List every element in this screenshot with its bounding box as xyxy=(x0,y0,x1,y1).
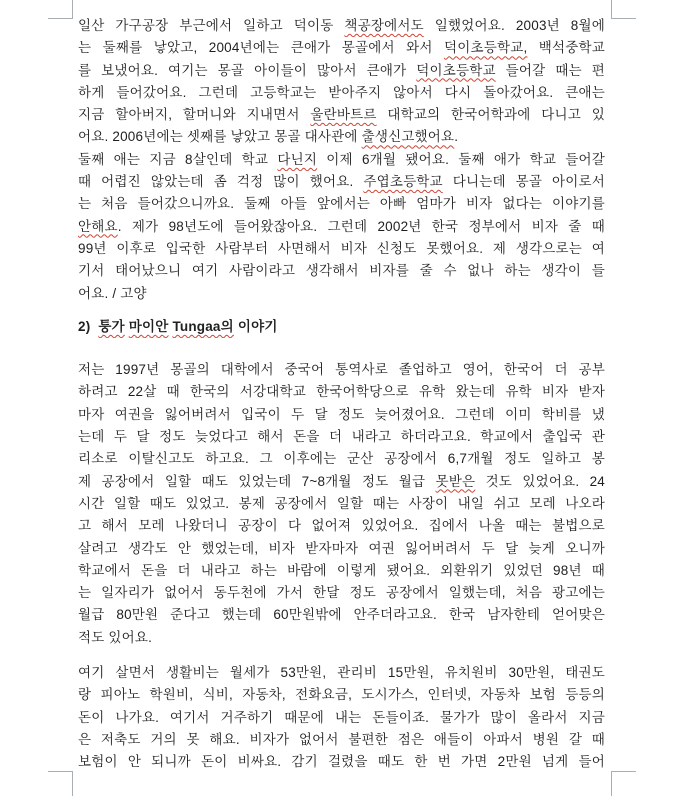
text-line xyxy=(78,60,605,82)
section-heading xyxy=(78,316,605,338)
text-run: 는 일자리가 없어서 동두천에 가서 한달 정도 공장에서 일했는데, 처음 광고에는 xyxy=(78,585,605,601)
text-run: 마자 여권을 잃어버려서 입국이 두 달 정도 늦어졌어요. 그런데 이미 학비를 냈 xyxy=(78,406,605,422)
text-run: 둘째 애는 지금 8살인데 학교 xyxy=(78,151,278,167)
text-line xyxy=(78,493,605,515)
text-run: . xyxy=(454,129,459,145)
text-run: 어요. 2006년에는 셋째를 낳았고 몽골 대사관에 xyxy=(78,129,362,145)
text-line xyxy=(78,104,605,126)
text-line xyxy=(78,193,605,215)
text-line xyxy=(78,662,605,684)
text-run: 하게 들어갔어요. 그런데 고등학교는 받아주지 않아서 다시 돌아갔어요. 큰애는 xyxy=(78,84,605,100)
text-run: 월급 80만원 준다고 했는데 60만원밖에 안주더라고요. 한국 남자한테 얻어맞은 xyxy=(78,607,605,623)
text-line xyxy=(78,126,605,148)
text-line xyxy=(78,560,605,582)
text-line xyxy=(78,216,605,238)
crop-mark-top-right xyxy=(611,0,636,19)
text-run: 어요. / 고양 xyxy=(78,285,147,301)
text-line xyxy=(78,627,605,649)
text-line xyxy=(78,426,605,448)
crop-mark-top-left xyxy=(48,0,73,19)
text-run: 학교에서 돈을 더 내라고 하는 바람에 이렇게 됐어요. 외환위기 있었던 98년 때 xyxy=(78,562,605,578)
text-run: 기서 태어났으니 여기 사람이라고 생각해서 비자를 줄 수 없나 하는 생각이 들 xyxy=(78,263,605,279)
text-line xyxy=(78,82,605,104)
text-run: 이제 6개월 됐어요. 둘째 애가 학교 들어갈 xyxy=(317,151,605,167)
text-line xyxy=(78,15,605,37)
text-run: 는 처음 들어갔으니까요. 둘째 아들 앞에서는 아빠 엄마가 비자 없다는 이야기를 xyxy=(78,196,605,212)
text-run: 는데 두 달 정도 늦었다고 해서 돈을 더 내라고 하더라고요. 학교에서 출입국 관 xyxy=(78,429,605,445)
text-run: 하려고 22살 때 한국의 서강대학교 한국어학당으로 유학 왔는데 유학 비자 받자 xyxy=(78,384,605,400)
text-line xyxy=(78,149,605,171)
text-run: 살려고 생각도 안 했었는데, 비자 받자마자 여권 잃어버려서 두 달 늦게 오니까 xyxy=(78,540,605,556)
document-text-area[interactable] xyxy=(78,15,605,774)
paragraph xyxy=(78,149,605,305)
text-line xyxy=(78,582,605,604)
text-run: 다니는데 몽골 아이로서 xyxy=(442,174,605,190)
paragraph xyxy=(78,662,605,773)
text-line xyxy=(78,707,605,729)
misspelled-word: 다닌지 xyxy=(277,151,318,167)
misspelled-word: 마이안 xyxy=(128,318,169,334)
text-run: 2) xyxy=(78,318,99,334)
text-line xyxy=(78,381,605,403)
text-run: 일산 가구공장 부근에서 일하고 덕이동 xyxy=(78,18,345,33)
misspelled-word: 퉁가 xyxy=(98,318,125,334)
text-run: 제 공장에서 일할 때도 있었는데 7~8개월 정도 월급 xyxy=(78,473,436,489)
misspelled-word: 덕이초등학교 xyxy=(416,62,496,78)
text-run: 이야기 xyxy=(233,318,278,334)
text-line xyxy=(78,260,605,282)
text-line xyxy=(78,684,605,706)
misspelled-word: 주엽초등학교 xyxy=(363,174,443,190)
text-run: 들어갈 때는 편 xyxy=(495,62,605,78)
misspelled-word: 울란바트르 xyxy=(310,107,377,123)
misspelled-word: 못받은 xyxy=(435,473,476,489)
text-line xyxy=(78,37,605,59)
paragraph xyxy=(78,15,605,149)
text-run: 고 해서 모레 나왔더니 공장이 다 없어져 있었어요. 집에서 나올 때는 불법으로 xyxy=(78,518,605,534)
text-line xyxy=(78,238,605,260)
text-run: 는 둘째를 낳았고, 2004년에는 큰애가 몽골에서 와서 xyxy=(78,40,444,56)
misspelled-word: 안해요 xyxy=(78,218,118,234)
text-line xyxy=(78,471,605,493)
text-line xyxy=(78,448,605,470)
text-line xyxy=(78,515,605,537)
text-run: 백석중학교 xyxy=(527,40,605,56)
text-run: 시간 일할 때도 있었고. 봉제 공장에서 일할 때는 사장이 내일 쉬고 모레 나오라 xyxy=(78,495,605,511)
text-run: 를 보냈어요. 여기는 몽골 아이들이 많아서 큰애가 xyxy=(78,62,417,78)
text-run: 때 어렵진 않았는데 좀 걱정 많이 했어요. xyxy=(78,174,364,190)
text-line xyxy=(78,538,605,560)
text-run: . 제가 98년도에 들어왔잖아요. 그런데 2002년 한국 정부에서 비자 줄 때 xyxy=(117,218,605,234)
text-line xyxy=(78,604,605,626)
text-run: 대학교의 한국어학과에 다니고 있 xyxy=(376,107,605,123)
text-run: 99년 이후로 입국한 사람부터 사면해서 비자 신청도 못했어요. 제 생각으로는 여 xyxy=(78,240,605,256)
text-run: 저는 1997년 몽골의 대학에서 중국어 통역사로 졸업하고 영어, 한국어 더 공부 xyxy=(78,362,605,378)
text-line xyxy=(78,729,605,751)
text-run: 일했었어요. 2003년 8월에 xyxy=(423,18,605,33)
text-line xyxy=(78,359,605,381)
crop-mark-bottom-left xyxy=(48,771,73,796)
text-line xyxy=(78,283,605,305)
text-run: 것도 있었어요. 24 xyxy=(475,473,605,489)
text-line xyxy=(78,751,605,773)
misspelled-word: 덕이초등학교, xyxy=(444,40,528,56)
text-run: 리소로 이탈신고도 하고요. 그 이후에는 군산 공장에서 6,7개월 정도 일하고 봉 xyxy=(78,451,605,467)
text-run: 보험이 안 되니까 돈이 비싸요. 감기 걸렸을 때도 한 번 가면 2만원 넘게 들어 xyxy=(78,754,605,770)
text-run: 지금 할아버지, 할머니와 지내면서 xyxy=(78,107,311,123)
text-run: 적도 있어요. xyxy=(78,629,153,645)
misspelled-word: Tungaa의 xyxy=(172,318,234,334)
paragraph xyxy=(78,359,605,649)
crop-mark-bottom-right xyxy=(611,771,636,796)
text-run: 여기 살면서 생활비는 월세가 53만원, 관리비 15만원, 유치원비 30만원, 태권도 xyxy=(78,665,605,681)
text-line xyxy=(78,316,605,338)
text-run: 은 저축도 거의 못 해요. 비자가 없어서 불편한 점은 애들이 아파서 병원 갈 때 xyxy=(78,731,605,747)
misspelled-word: 책공장에서도 xyxy=(344,18,424,33)
text-run: 랑 피아노 학원비, 식비, 자동차, 전화요금, 도시가스, 인터넷, 자동차 보험 등등의 xyxy=(78,687,605,703)
text-line xyxy=(78,404,605,426)
misspelled-word: 출생신고했어요 xyxy=(361,129,455,145)
text-line xyxy=(78,171,605,193)
text-run: 돈이 나가요. 여기서 거주하기 때문에 내는 돈들이죠. 물가가 많이 올라서 지금 xyxy=(78,709,605,725)
